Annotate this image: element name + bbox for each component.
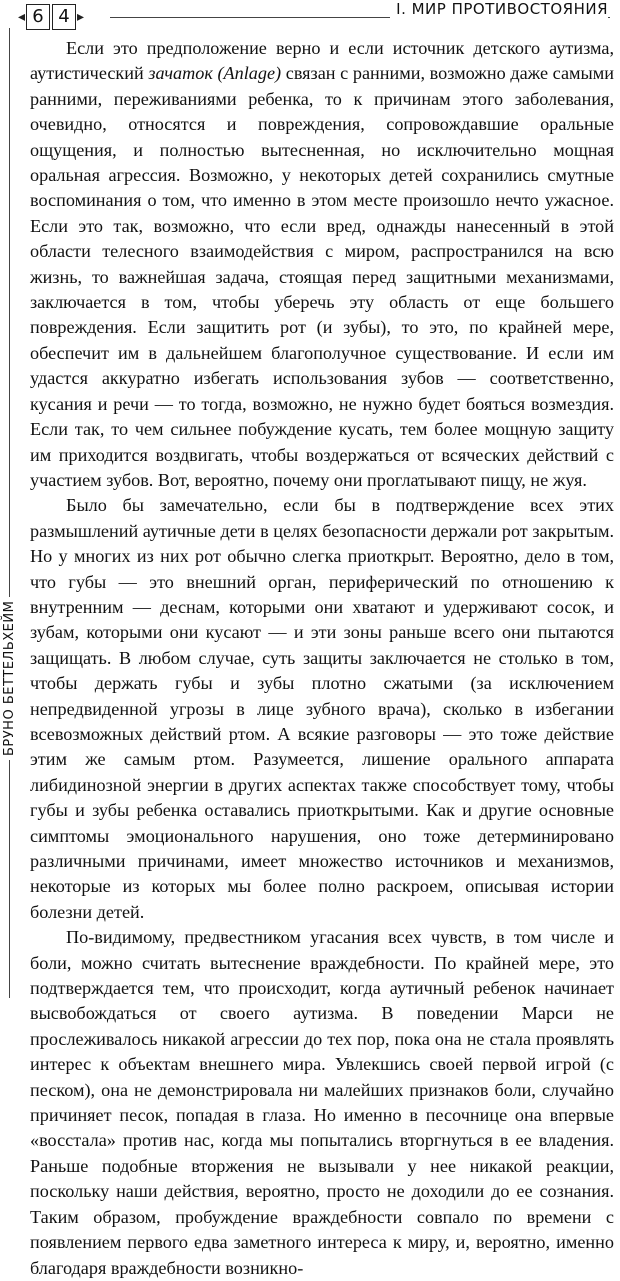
paragraph-2: Было бы замечательно, если бы в подтверждение всех этих размышлений аутичные дети в целях безопасности держали рот закрытым. Но у многих из них рот обычно слегка приоткрыт. Вероятно, дело в том, что губы — это внешний орган, периферический по отношению к внутренним — деснам, которыми они хватают и удерживают сосок, и зубам, которыми они кусают — и эти зоны раньше всего они пытаются защищать. В любом случае, суть защиты заключается не столько в том, чтобы держать губы и зубы плотно сжатыми (за исключением непредвиденной угрозы в лице зубного врача), сколько в избегании всевозможных действий ртом. А всякие разговоры — это тоже действие этим же самым ртом. Разумеется, лишение орального аппарата либидинозной энергии в других аспектах также способствует тому, чтобы губы и зубы ребенка оставались приоткрытыми. Как и другие основные симптомы эмоционального нарушения, оно тоже детерминировано различными причинами, имеет множество источников и механизмов, некоторые из которых мы более полно раскроем, описывая истории болезни детей.: [30, 495, 614, 922]
paragraph-3: По-видимому, предвестником угасания всех чувств, в том числе и боли, можно считать вытеснение враждебности. По крайней мере, это подтверждается тем, что происходит, когда аутичный ребенок начинает высвобождаться от своего аутизма. В поведении Марси не прослеживалось никакой агрессии до тех пор, пока она не стала проявлять интерес к объектам внешнего мира. Увлекшись своей первой игрой (с песком), она не демонстрировала ни малейших признаков боли, случайно причиняет песок, попадая в глаза. Но именно в песочнице она впервые «восстала» против нас, когда мы попытались вторгнуться в ее владения. Раньше подобные вторжения не вызывали у нее никакой реакции, поскольку наши действия, вероятно, просто не доходили до ее сознания. Таким образом, пробуждение враждебности совпало по времени с появлением первого едва заметного интереса к миру, и, вероятно, именно благодаря враждебности возникно-: [30, 927, 614, 1278]
emphasis-anlage: зачаток (Anlage): [148, 63, 282, 84]
side-author: БРУНО БЕТТЕЛЬХЕЙМ: [2, 597, 17, 760]
page-digit-2: 4: [52, 4, 76, 30]
page-number: [18, 4, 84, 30]
side-rule: [9, 28, 10, 998]
page-body: [30, 36, 614, 1281]
right-arrow-ornament: ▸: [77, 9, 85, 25]
left-arrow-ornament: ◂: [18, 9, 26, 25]
paragraph-1: Если это предположение верно и если источник детского аутизма, аутистический зачаток (Anlage) связан с ранними, возможно даже самыми ранними, переживаниями ребенка, то к причинам этого заболевания, очевидно, относятся и повреждения, сопровождавшие оральные ощущения, и полностью вытесненная, но исключительно мощная оральная агрессия. Возможно, у некоторых детей сохранились смутные воспоминания о том, что именно в этом месте произошло нечто ужасное. Если это так, возможно, что если вред, однажды нанесенный в этой области телесного взаимодействия с миром, распространился на всю жизнь, то важнейшая задача, стоящая перед защитными механизмами, заключается в том, чтобы уберечь эту область от еще большего повреждения. Если защитить рот (и зубы), то это, по крайней мере, обеспечит им в дальнейшем благополучное существование. И если им удастся аккуратно избегать использования зубов — соответственно, кусания и речи — то тогда, возможно, не нужно будет бояться возмездия. Если так, то чем сильнее побуждение кусать, тем более мощную защиту им приходится воздвигать, чтобы воздержаться от всяческих действий с участием зубов. Вот, вероятно, почему они проглатывают пищу, не жуя.: [30, 38, 615, 490]
running-title: I. МИР ПРОТИВОСТОЯНИЯ: [390, 0, 608, 18]
page-digit-1: 6: [26, 4, 50, 30]
